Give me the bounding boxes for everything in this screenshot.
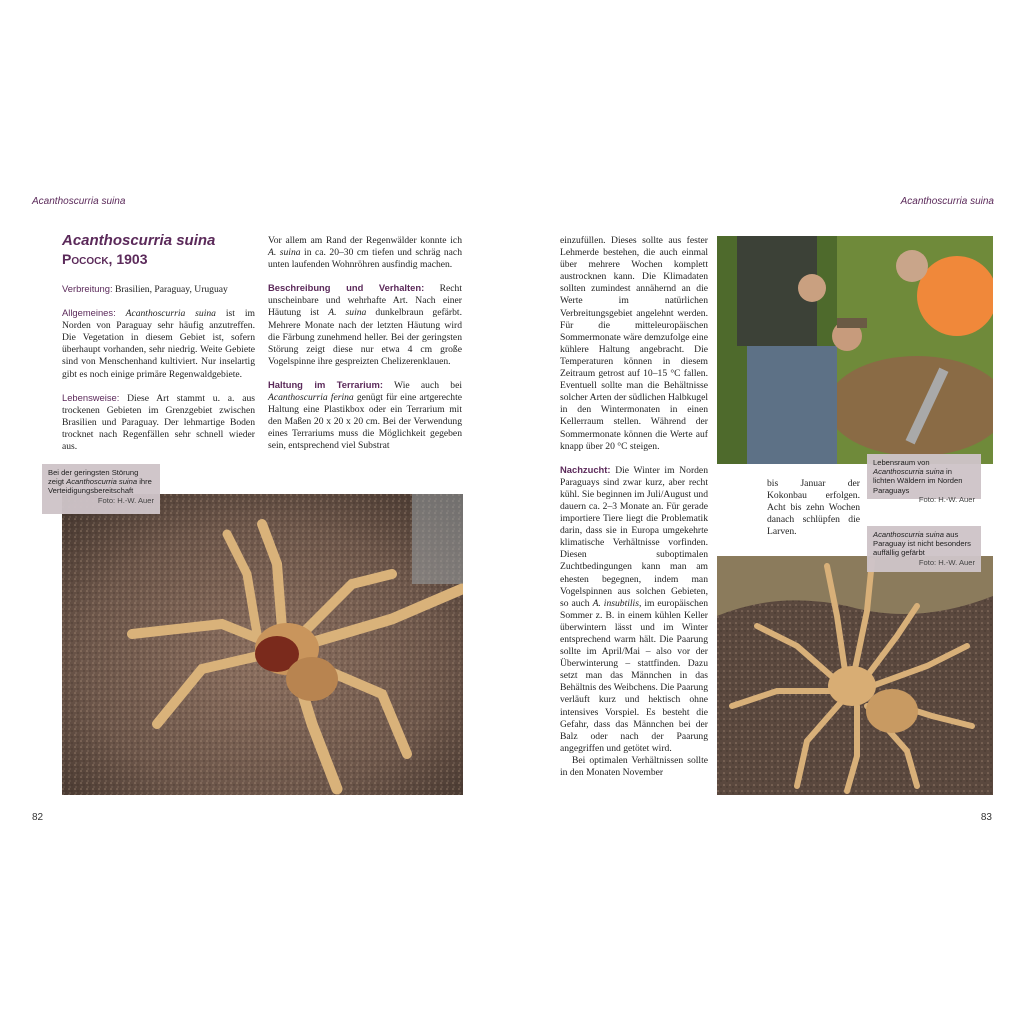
page-number-left: 82 xyxy=(32,812,44,823)
haltung-paragraph xyxy=(268,379,462,453)
nachzucht-paragraph xyxy=(560,464,708,755)
nachzucht-text-a: Die Winter im Norden Paraguays sind zwar kurz, aber recht kühl. Sie beginnen im Juli/August und dauern ca. 2–3 Monate an. Für gerade importiere Tiere liegt die Problematik darin, dass sie in Europa umgekehrte klimatische Verhältnisse vorfinden. Diesen suboptimalen Zuchtbedingungen kann man am ehesten begegnen, indem man Vogelspinnen aus solchen Gebieten, so auch xyxy=(560,464,708,609)
tarantula-top-illustration xyxy=(717,556,993,795)
beschreibung-paragraph xyxy=(268,282,462,368)
beschreibung-label: Beschreibung und Verhalten: xyxy=(268,282,425,294)
caption-habitat-credit: Foto: H.-W. Auer xyxy=(918,494,975,504)
nachzucht-paragraph-2: Bei optimalen Verhältnissen sollte in den Monaten November xyxy=(560,754,708,779)
caption-habitat-text-a: Lebensraum von xyxy=(873,458,930,467)
haltung-species: Acanthoscurria ferina xyxy=(268,392,354,404)
caption-defensive-text-a: Bei der geringsten Störung zeigt xyxy=(48,468,139,487)
caption-defensive-species: Acanthoscurria suina xyxy=(66,477,138,487)
photo-tarantula-top xyxy=(717,556,993,795)
col2-intro-b: in ca. 20–30 cm tiefen und schräg nach unten laufenden Wohnröhren ausfindig machen. xyxy=(268,247,462,271)
caption-tarantula-species: Acanthoscurria suina xyxy=(873,530,944,539)
caption-tarantula-credit: Foto: H.-W. Auer xyxy=(918,557,975,567)
caption-defensive-text-b: ihre Verteidigungsbereitschaft xyxy=(48,477,152,496)
running-head-right: Acanthoscurria suina xyxy=(900,196,994,207)
beschreibung-text-b: dunkelbraun gefärbt. Mehrere Monate nach der letzten Häutung wird die Färbung zunehmend heller. Bei der geringsten Störung zeigt diese nur etwa 4 cm große Vogelspinne ihre gespreizten Chelizerenklauen. xyxy=(268,307,462,367)
tarantula-defensive-illustration xyxy=(62,494,463,795)
caption-habitat-species: Acanthoscurria suina xyxy=(873,467,944,477)
allgemeines-text-a xyxy=(116,308,126,319)
allgemeines-label: Allgemeines: xyxy=(62,307,116,319)
col2-intro-species: A. suina xyxy=(268,247,301,259)
beschreibung-species: A. suina xyxy=(328,307,367,319)
left-column-1 xyxy=(62,283,255,464)
lebensweise-paragraph xyxy=(62,392,255,453)
species-title: Acanthoscurria suina xyxy=(62,232,216,249)
verbreitung-text: Brasilien, Paraguay, Uruguay xyxy=(112,284,228,295)
col2-intro-paragraph xyxy=(268,235,462,271)
species-author: Pocock, 1903 xyxy=(62,251,148,267)
verbreitung-label: Verbreitung: xyxy=(62,283,113,294)
lebensweise-label: Lebensweise: xyxy=(62,391,120,403)
running-head-left: Acanthoscurria suina xyxy=(32,196,126,207)
allgemeines-paragraph xyxy=(62,307,255,381)
caption-habitat-text-b: in lichten Wäldern im Norden Paraguays xyxy=(873,467,963,495)
caption-tarantula xyxy=(867,526,981,572)
haltung-text-a: Wie auch bei xyxy=(382,379,463,391)
right-column-1 xyxy=(560,235,708,779)
caption-habitat xyxy=(867,454,981,504)
page-number-right: 83 xyxy=(980,812,992,823)
nachzucht-species: A. insubtilis xyxy=(592,597,639,609)
right-column-2 xyxy=(767,478,860,538)
caption-defensive xyxy=(42,464,160,514)
photo-habitat xyxy=(717,236,993,464)
nachzucht-text-b: , im europäischen Sommer z. B. in einem kühlen Keller überwintern lässt und im Winter entsprechend warm hält. Die Paarung sollte im April/Mai – also vor der Überwinterung – stattfinden. Dazu setzt man das Männchen in das Behältnis des Weibchens. Die Paarung verläuft kurz und hektisch ohne intensives Vorspiel. Es besteht die Gefahr, dass das Männchen bei der Balz oder nach der Paarung angegriffen und getötet wird. xyxy=(560,597,709,754)
haltung-continued-paragraph: einzufüllen. Dieses sollte aus fester Lehmerde bestehen, die auch einmal über mehrere Wochen komplett austrocknen kann. Die Klimadaten sollten zumindest annähernd an die Werte im natürlichen Verbreitungsgebiet angelehnt werden. Für die mitteleuropäischen Sommermonate wäre demzufolge eine kühlere Haltung angebracht. Die Temperaturen können in diesem Zeitraum getrost auf 10–15 °C fallen. Eventuell sollte man die Behältnisse solcher Arten der südlichen Halbkugel in den Wintermonaten in einen Kellerraum stellen. Während der Sommermonate können die Werte auf knapp über 20 °C steigen. xyxy=(560,235,708,452)
kokonbau-paragraph: bis Januar der Kokonbau erfolgen. Acht bis zehn Wochen danach schlüpfen die Larven. xyxy=(767,478,860,538)
left-column-2 xyxy=(268,235,462,453)
haltung-text-b: genügt für eine artgerechte Haltung eine Plastikbox oder ein Terrarium mit den Maßen 20 x 20 x 20 cm. Bei der Verwendung eines Terrariums muss die Möglichkeit gegeben sein, entsprechend viel Substrat xyxy=(268,392,462,452)
caption-defensive-credit: Foto: H.-W. Auer xyxy=(97,495,154,505)
photo-defensive-tarantula xyxy=(62,494,463,795)
lebensweise-text: Diese Art stammt u. a. aus trockenen Gebieten im Grenzgebiet zwischen Brasilien und Paraguay. Der lehmartige Boden trocknet nach Regenfällen sehr schnell wieder aus. xyxy=(62,392,255,453)
allgemeines-species: Acanthoscurria suina xyxy=(125,308,216,320)
species-title-block xyxy=(62,232,254,268)
habitat-illustration xyxy=(717,236,993,464)
verbreitung-paragraph xyxy=(62,283,255,296)
col2-intro-a: Vor allem am Rand der Regenwälder konnte ich xyxy=(268,235,462,246)
caption-tarantula-text: aus Paraguay ist nicht besonders auffällig gefärbt xyxy=(873,530,971,558)
beschreibung-text-a: Recht unscheinbare und wehrhafte Art. Nach einer Häutung ist xyxy=(268,283,462,319)
haltung-label: Haltung im Terrarium: xyxy=(268,378,383,390)
allgemeines-text-b: ist im Norden von Paraguay sehr häufig anzutreffen. Die Vegetation in diesem Gebiet ist, sofern überhaupt vorhanden, sehr niedrig. Weite Gebiete sind von Menschenhand kultiviert. Nur inselartig gibt es noch einige primäre Regenwaldgebiete. xyxy=(62,308,255,380)
nachzucht-label: Nachzucht: xyxy=(560,463,611,475)
